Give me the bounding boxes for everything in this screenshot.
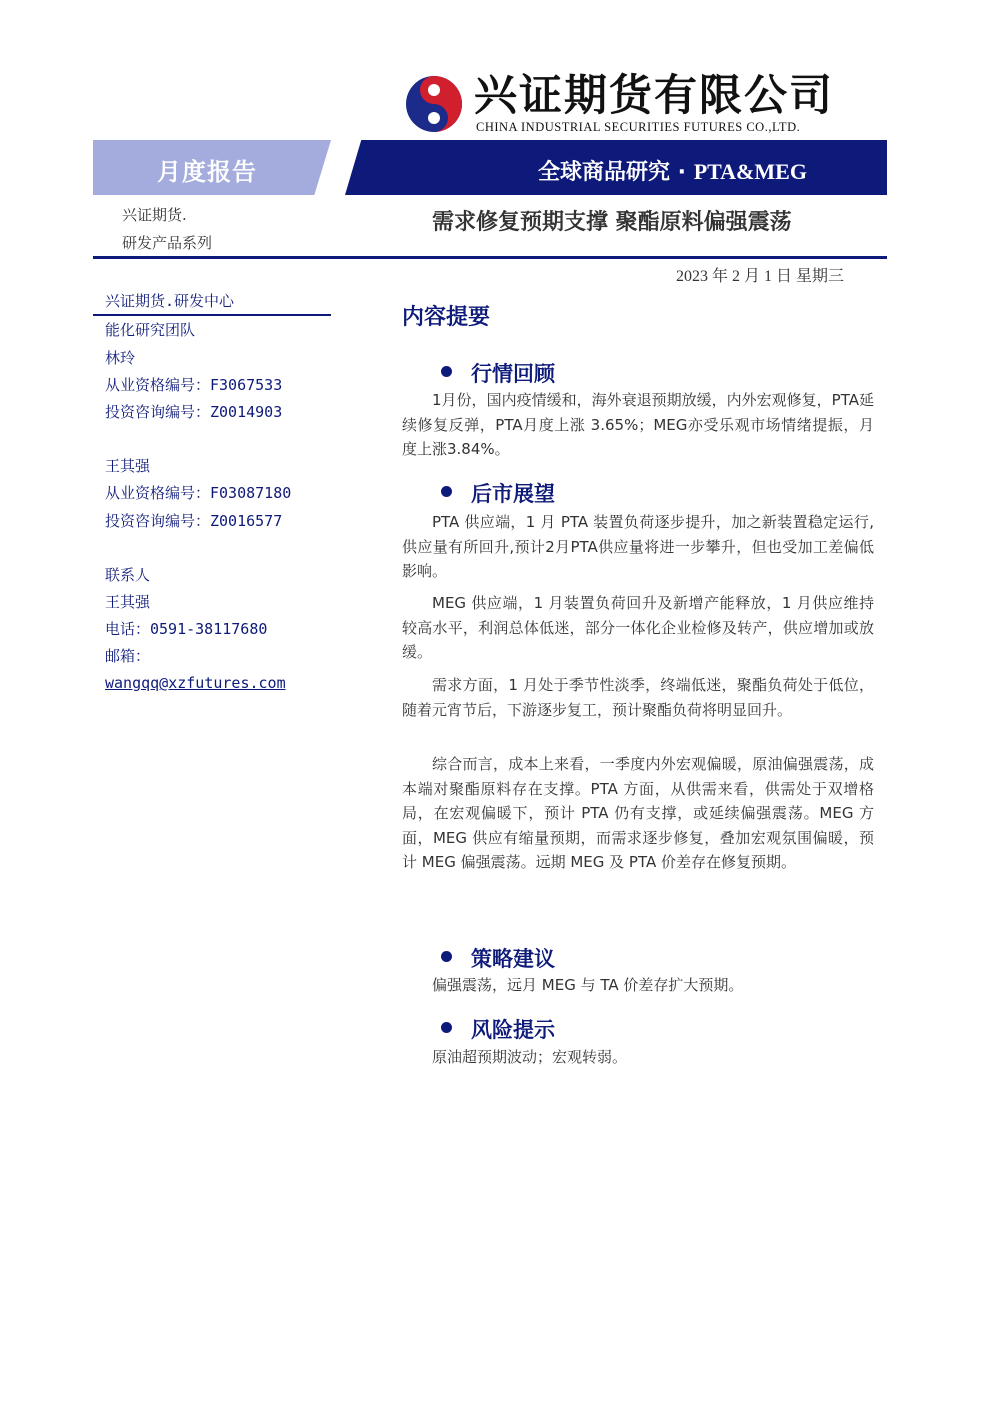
company-name-cn: 兴证期货有限公司: [474, 71, 834, 121]
strategy-heading: 策略建议: [471, 947, 555, 971]
outlook-paragraph-meg: MEG 供应端，1 月装置负荷回升及新增产能释放，1 月供应维持较高水平，利润总体低迷，部分一体化企业检修及转产，供应增加或放缓。: [402, 594, 874, 661]
strategy-paragraph: 偏强震荡，远月 MEG 与 TA 价差存扩大预期。: [432, 976, 744, 994]
analyst-2-advisory: 投资咨询编号：Z0016577: [105, 512, 283, 530]
research-center-heading: 兴证期货.研发中心: [105, 292, 235, 310]
bullet-icon: [441, 366, 452, 377]
series-line-1: 兴证期货.: [122, 206, 187, 224]
contact-label: 联系人: [105, 566, 151, 584]
bullet-icon: [441, 951, 452, 962]
analyst-1-advisory: 投资咨询编号：Z0014903: [105, 403, 283, 421]
analyst-2-name: 王其强: [105, 457, 151, 475]
outlook-paragraph-conclusion: 综合而言，成本上来看，一季度内外宏观偏暖，原油偏强震荡，成本端对聚酯原料存在支撑。PTA 方面，从供需来看，供需处于双增格局，在宏观偏暖下，预计 PTA 仍有支撑，或延续偏强震荡。MEG 方面，MEG 供应有缩量预期，而需求逐步修复，叠加宏观氛围偏暖，预计 MEG 偏强震荡。远期 MEG 及 PTA 价差存在修复预期。: [402, 755, 874, 871]
outlook-heading: 后市展望: [471, 482, 555, 506]
contact-email-label: 邮箱：: [105, 647, 151, 665]
bullet-icon: [441, 1022, 452, 1033]
summary-title: 内容提要: [402, 305, 491, 330]
company-name-en: CHINA INDUSTRIAL SECURITIES FUTURES CO.,LTD.: [476, 120, 801, 134]
outlook-paragraph-pta: PTA 供应端，1 月 PTA 装置负荷逐步提升，加之新装置稳定运行,供应量有所回升,预计2月PTA供应量将进一步攀升，但也受加工差偏低影响。: [402, 513, 874, 580]
research-category-label: [538, 155, 807, 186]
company-logo-icon: [404, 74, 464, 134]
contact-name: 王其强: [105, 593, 151, 611]
market-review-heading: 行情回顾: [471, 362, 555, 386]
research-category-cn: 全球商品研究 ·: [538, 160, 694, 185]
team-name: 能化研究团队: [105, 321, 196, 339]
series-line-2: 研发产品系列: [122, 234, 213, 252]
research-category-en: PTA&MEG: [693, 159, 807, 184]
bullet-icon: [441, 486, 452, 497]
report-title: 需求修复预期支撑 聚酯原料偏强震荡: [432, 210, 792, 235]
market-review-paragraph: 1月份，国内疫情缓和，海外衰退预期放缓，内外宏观修复，PTA延续修复反弹，PTA月度上涨 3.65%；MEG亦受乐观市场情绪提振，月度上涨3.84%。: [402, 391, 874, 458]
product-series: [122, 201, 212, 257]
contact-email-link[interactable]: wangqq@xzfutures.com: [105, 674, 286, 692]
outlook-paragraph-demand: 需求方面，1 月处于季节性淡季，终端低迷，聚酯负荷处于低位，随着元宵节后，下游逐步复工，预计聚酯负荷将明显回升。: [402, 676, 874, 719]
contact-phone: 电话：0591-38117680: [105, 620, 268, 638]
header-divider: [93, 256, 887, 259]
report-type-label: 月度报告: [157, 158, 257, 186]
risk-heading: 风险提示: [471, 1018, 555, 1042]
risk-paragraph: 原油超预期波动；宏观转弱。: [432, 1048, 628, 1066]
sidebar-divider: [93, 314, 331, 316]
report-date: 2023 年 2 月 1 日 星期三: [676, 268, 845, 285]
analyst-2-license: 从业资格编号：F03087180: [105, 484, 292, 502]
analyst-1-name: 林玲: [105, 349, 136, 367]
analyst-1-license: 从业资格编号：F3067533: [105, 376, 283, 394]
